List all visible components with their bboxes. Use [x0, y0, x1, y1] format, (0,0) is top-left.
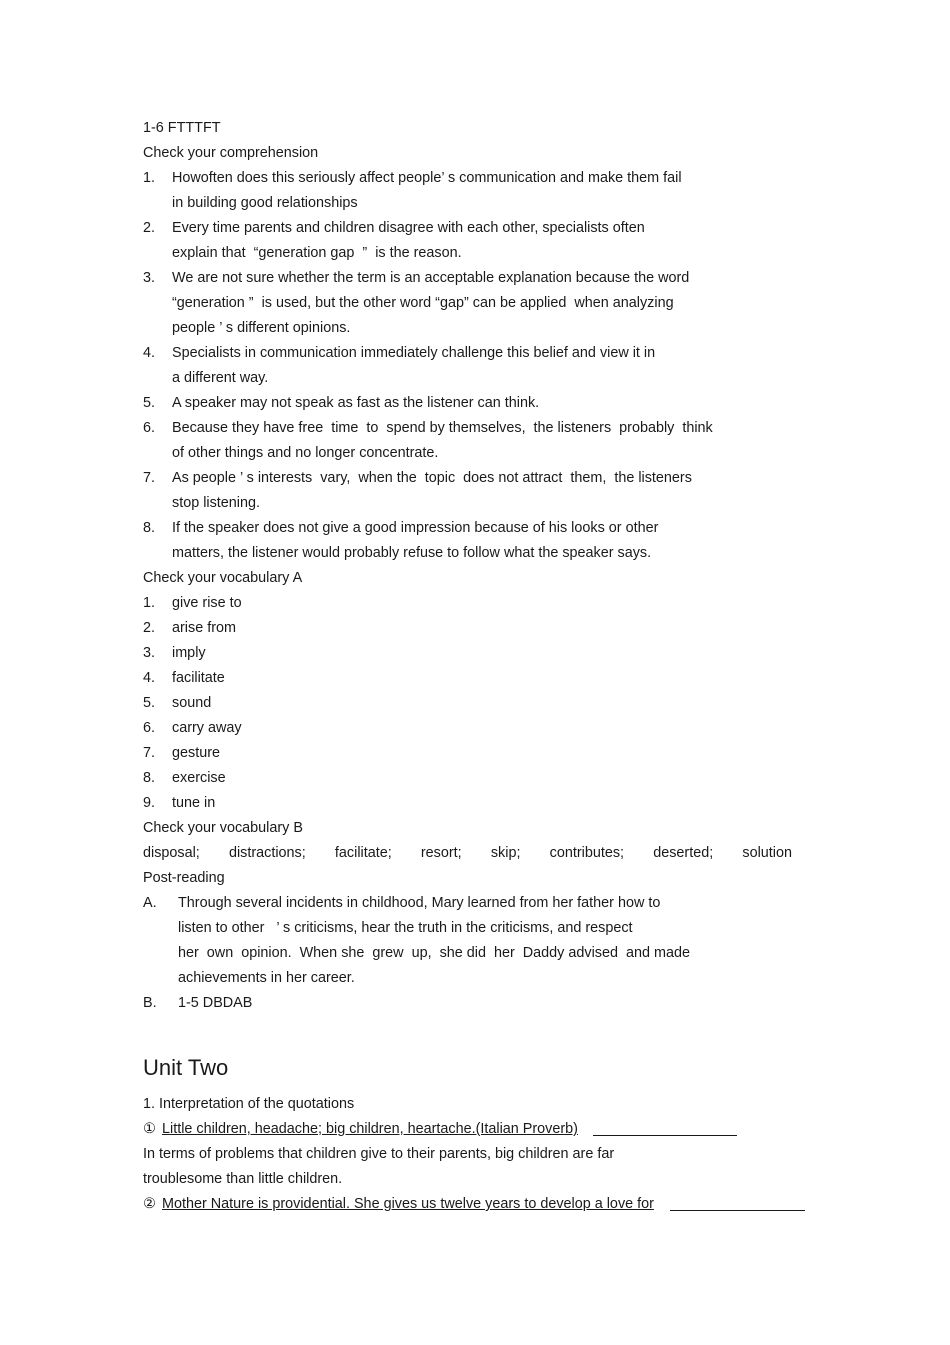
- vocab-a-item: [143, 766, 823, 791]
- post-reading-a-cont: [143, 966, 823, 991]
- item-label: A.: [143, 895, 157, 911]
- quotation-text: Mother Nature is providential. She gives us twelve years to develop a love for: [162, 1196, 654, 1212]
- vocab-a-item: [143, 741, 823, 766]
- post-reading-b: [143, 991, 823, 1016]
- vocab-b-word: distractions;: [228, 845, 306, 861]
- item-line: Because they have free time to spend by themselves, the listeners probably think: [172, 420, 713, 436]
- vocab-b-heading: [143, 816, 823, 841]
- section-title: [143, 1092, 823, 1117]
- post-reading-line: her own opinion. When she grew up, she did her Daddy advised and made: [178, 945, 690, 961]
- comprehension-item-cont: [143, 316, 823, 341]
- item-number: 1.: [143, 595, 156, 611]
- item-number: 3.: [143, 270, 156, 286]
- post-reading-heading-text: Post-reading: [143, 870, 225, 886]
- item-line: in building good relationships: [172, 195, 358, 211]
- vocab-answer: gesture: [172, 745, 220, 761]
- item-number: 1.: [143, 170, 156, 186]
- vocab-a-heading-text: Check your vocabulary A: [143, 570, 303, 586]
- item-line: If the speaker does not give a good impression because of his looks or other: [172, 520, 659, 536]
- comprehension-heading: [143, 141, 823, 166]
- vocab-answer: sound: [172, 695, 212, 711]
- comprehension-item: [143, 466, 823, 491]
- item-number: 2.: [143, 220, 156, 236]
- item-line: A speaker may not speak as fast as the listener can think.: [172, 395, 540, 411]
- answer-key: [143, 116, 823, 141]
- vocab-b-word: disposal;: [143, 845, 200, 861]
- item-line: “generation ” is used, but the other word “gap” can be applied when analyzing: [172, 295, 674, 311]
- comprehension-item-cont: [143, 366, 823, 391]
- item-number: 6.: [143, 720, 156, 736]
- item-number: 7.: [143, 470, 156, 486]
- comprehension-item-cont: [143, 441, 823, 466]
- item-line: We are not sure whether the term is an acceptable explanation because the word: [172, 270, 690, 286]
- vocab-b-word: contributes;: [549, 845, 625, 861]
- vocab-answer: imply: [172, 645, 206, 661]
- vocab-answer: give rise to: [172, 595, 242, 611]
- comprehension-item-cont: [143, 491, 823, 516]
- item-line: matters, the listener would probably refuse to follow what the speaker says.: [172, 545, 652, 561]
- item-number: 5.: [143, 695, 156, 711]
- item-number: 4.: [143, 345, 156, 361]
- interpretation-text: In terms of problems that children give to their parents, big children are far: [143, 1146, 615, 1162]
- item-number: 4.: [143, 670, 156, 686]
- comprehension-item: [143, 341, 823, 366]
- document-page: [143, 116, 823, 1217]
- item-line: Specialists in communication immediately challenge this belief and view it in: [172, 345, 656, 361]
- vocab-a-item: [143, 716, 823, 741]
- vocab-b-word-row: [143, 841, 792, 866]
- unit-title: [143, 1044, 823, 1092]
- answer-key-text: 1-6 FTTTFT: [143, 120, 221, 136]
- vocab-b-word: skip;: [490, 845, 521, 861]
- item-number: 2.: [143, 620, 156, 636]
- section-title-text: 1. Interpretation of the quotations: [143, 1096, 355, 1112]
- vocab-answer: carry away: [172, 720, 242, 736]
- comprehension-item: [143, 416, 823, 441]
- item-number: 7.: [143, 745, 156, 761]
- post-reading-heading: [143, 866, 823, 891]
- comprehension-item-cont: [143, 291, 823, 316]
- vocab-a-item: [143, 666, 823, 691]
- interpretation-text: troublesome than little children.: [143, 1171, 343, 1187]
- vocab-answer: arise from: [172, 620, 236, 636]
- item-line: a different way.: [172, 370, 269, 386]
- vocab-b-word: facilitate;: [334, 845, 392, 861]
- post-reading-line: Through several incidents in childhood, Mary learned from her father how to: [178, 895, 661, 911]
- item-number: 8.: [143, 770, 156, 786]
- item-number: 3.: [143, 645, 156, 661]
- item-label: B.: [143, 995, 157, 1011]
- vocab-a-item: [143, 691, 823, 716]
- comprehension-item: [143, 516, 823, 541]
- vocab-a-item: [143, 791, 823, 816]
- vocab-answer: facilitate: [172, 670, 225, 686]
- quotation-1: [143, 1117, 823, 1142]
- vocab-answer: exercise: [172, 770, 226, 786]
- item-line: of other things and no longer concentrate.: [172, 445, 439, 461]
- comprehension-item: [143, 166, 823, 191]
- vocab-a-item: [143, 616, 823, 641]
- vocab-b-word: deserted;: [653, 845, 714, 861]
- underline-blank: [593, 1135, 737, 1136]
- item-number: 9.: [143, 795, 156, 811]
- vocab-b-word: resort;: [420, 845, 462, 861]
- post-reading-a-cont: [143, 916, 823, 941]
- vocab-a-item: [143, 641, 823, 666]
- interpretation-line: [143, 1142, 823, 1167]
- vocab-b-words: [143, 841, 823, 866]
- item-line: stop listening.: [172, 495, 260, 511]
- quotation-2: [143, 1192, 823, 1217]
- interpretation-line: [143, 1167, 823, 1192]
- vocab-answer: tune in: [172, 795, 216, 811]
- item-number: 6.: [143, 420, 156, 436]
- post-reading-line: 1-5 DBDAB: [178, 995, 253, 1011]
- quotation-marker: ②: [143, 1196, 156, 1212]
- quotation-text: Little children, headache; big children, heartache.(Italian Proverb): [162, 1121, 578, 1137]
- unit-title-text: Unit Two: [143, 1055, 229, 1080]
- item-line: Howoften does this seriously affect people’ s communication and make them fail: [172, 170, 682, 186]
- vocab-b-heading-text: Check your vocabulary B: [143, 820, 303, 836]
- underline-blank: [670, 1210, 805, 1211]
- item-line: Every time parents and children disagree with each other, specialists often: [172, 220, 645, 236]
- comprehension-item: [143, 266, 823, 291]
- item-line: As people ’ s interests vary, when the topic does not attract them, the listeners: [172, 470, 692, 486]
- item-number: 8.: [143, 520, 156, 536]
- comprehension-heading-text: Check your comprehension: [143, 145, 319, 161]
- post-reading-line: achievements in her career.: [178, 970, 355, 986]
- item-line: explain that “generation gap ” is the reason.: [172, 245, 462, 261]
- post-reading-a: [143, 891, 823, 916]
- comprehension-item-cont: [143, 541, 823, 566]
- item-number: 5.: [143, 395, 156, 411]
- comprehension-item: [143, 391, 823, 416]
- post-reading-a-cont: [143, 941, 823, 966]
- vocab-a-item: [143, 591, 823, 616]
- comprehension-item: [143, 216, 823, 241]
- post-reading-line: listen to other ’ s criticisms, hear the truth in the criticisms, and respect: [178, 920, 633, 936]
- comprehension-item-cont: [143, 191, 823, 216]
- quotation-marker: ①: [143, 1121, 156, 1137]
- vocab-a-heading: [143, 566, 823, 591]
- comprehension-item-cont: [143, 241, 823, 266]
- vocab-b-word: solution: [742, 845, 792, 861]
- item-line: people ’ s different opinions.: [172, 320, 351, 336]
